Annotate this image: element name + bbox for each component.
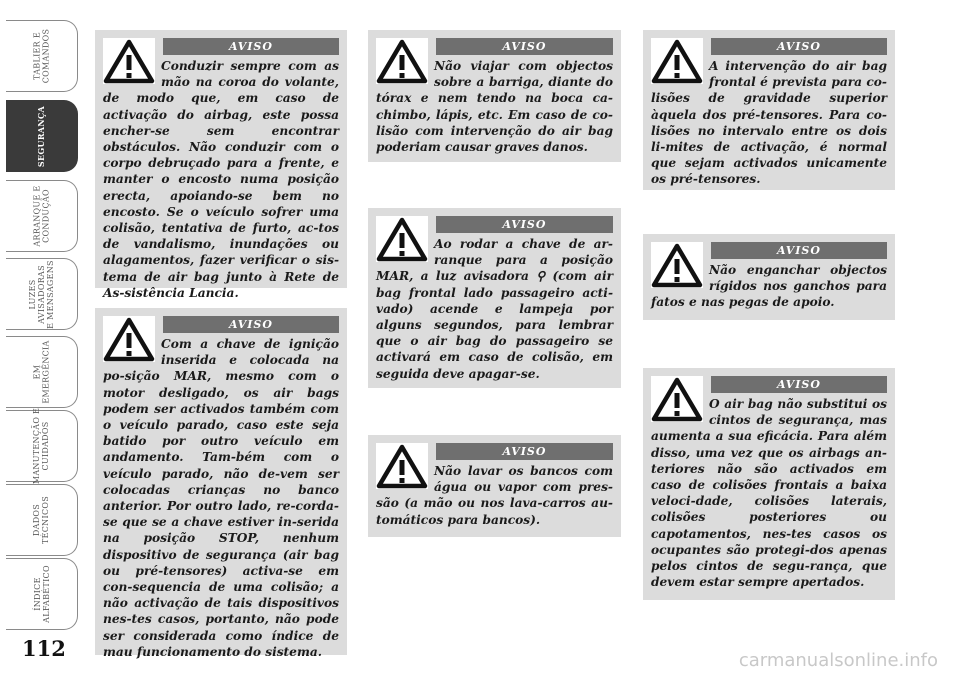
warning-box (368, 208, 621, 388)
warning-text: Não viajar com objectos sobre a barriga, diante do tórax e nem tendo na boca ca-chimbo, lápis, etc. Em caso de co-lisão com intervenção do air bag poderiam causar graves danos. (376, 59, 613, 155)
tab-em-emergencia[interactable] (6, 336, 78, 408)
warning-header: AVISO (436, 216, 613, 233)
warning-triangle-icon (103, 316, 155, 362)
warning-text: Ao rodar a chave de ar-ranque para a posição MAR, a luz avisadora ⚲ (com air bag frontal lado passageiro acti-vado) acende e lampeja por alguns segundos, para lembrar que o air bag do passageiro se activará em caso de colisão, em seguida deve apagar-se. (376, 237, 613, 381)
warning-triangle-icon (651, 38, 703, 84)
tab-label: TABLIER E COMANDOS (32, 28, 51, 84)
tab-label: EM EMERGÊNCIA (32, 340, 51, 404)
tab-arranque-conducao[interactable] (6, 180, 78, 252)
warning-triangle-icon (103, 38, 155, 84)
tab-seguranca[interactable] (6, 100, 78, 172)
tab-luzes-avisadoras[interactable] (6, 258, 78, 330)
page-number: 112 (22, 636, 66, 661)
warning-header: AVISO (436, 38, 613, 55)
watermark: carmanualsonline.info (738, 650, 938, 671)
warning-box (95, 308, 347, 659)
warning-box (643, 234, 895, 320)
warning-text: Conduzir sempre com as mão na coroa do volante, de modo que, em caso de activação do airbag, este possa encher-se sem encontrar obstáculos. Não conduzir com o corpo debruçado para a frente, e manter o encosto numa posição erecta, apoiando-se bem no encosto. Se o veículo sofrer uma colisão, tentativa de furto, ac-tos de vandalismo, inundações ou alagamentos, fazer verificar o sis-tema de air bag junto à Rete de As-sistência Lancia. (103, 59, 339, 300)
warning-box (368, 435, 621, 537)
warning-triangle-icon (651, 242, 703, 288)
chapter-tabs (0, 0, 82, 640)
tab-indice-alfabetico[interactable] (6, 558, 78, 630)
tab-label: ARRANQUE E CONDUÇÃO (32, 185, 51, 247)
tab-label: ÍNDICE ALFABÉTICO (32, 565, 51, 623)
tab-manutencao-cuidados[interactable] (6, 407, 78, 485)
warning-text: A intervenção do air bag frontal é prevista para co-lisões de gravidade superior àquela dos pré-tensores. Para co-lisões no intervalo entre os dois li-mites de activação, é normal que sejam activados unicamente os pré-tensores. (651, 59, 887, 187)
warning-header: AVISO (163, 316, 339, 333)
tab-label: LUZES AVISADORAS E MENSAGENS (28, 259, 55, 329)
warning-header: AVISO (711, 376, 887, 393)
tab-label: DADOS TÉCNICOS (32, 495, 51, 545)
warning-header: AVISO (711, 242, 887, 259)
warning-box (368, 30, 621, 162)
warning-box (95, 30, 347, 300)
warning-box (643, 30, 895, 190)
tab-label: SEGURANÇA (35, 105, 46, 167)
warning-triangle-icon (376, 38, 428, 84)
warning-triangle-icon (651, 376, 703, 422)
warning-triangle-icon (376, 216, 428, 262)
warning-text: Não lavar os bancos com água ou vapor com pres-são (a mão ou nos lava-carros au-tomáticos para bancos). (376, 464, 613, 527)
warning-text: Com a chave de ignição inserida e colocada na po-sição MAR, mesmo com o motor desligado, os air bags podem ser activados também com o veículo parado, caso este seja batido por outro veículo em andamento. Tam-bém com o veículo parado, não de-vem ser colocadas crianças no banco anterior. Por outro lado, re-corda-se que se a chave estiver in-serida na posição STOP, nenhum dispositivo de segurança (air bag ou pré-tensores) activa-se em con-sequencia de uma colisão; a não activação de tais dispositivos nes-tes casos, portanto, não pode ser considerada como índice de mau funcionamento do sistema. (103, 337, 339, 659)
warning-text: Não enganchar objectos rígidos nos ganchos para fatos e nas pegas de apoio. (651, 263, 887, 310)
tab-dados-tecnicos[interactable] (6, 484, 78, 556)
warning-text: O air bag não substitui os cintos de segurança, mas aumenta a sua eficácia. Para além disso, uma vez que os airbags an-teriores não são activados em caso de colisões frontais a baixa veloci-dade, colisões laterais, colisões posteriores ou capotamentos, nes-tes casos os ocupantes são protegi-dos apenas pelos cintos de segu-rança, que devem estar sempre apertados. (651, 397, 887, 590)
tab-tablier-comandos[interactable] (6, 20, 78, 92)
warning-header: AVISO (163, 38, 339, 55)
warning-header: AVISO (711, 38, 887, 55)
tab-label: MANUTENÇÃO E CUIDADOS (32, 407, 51, 485)
warning-triangle-icon (376, 443, 428, 489)
warning-box (643, 368, 895, 600)
warning-header: AVISO (436, 443, 613, 460)
